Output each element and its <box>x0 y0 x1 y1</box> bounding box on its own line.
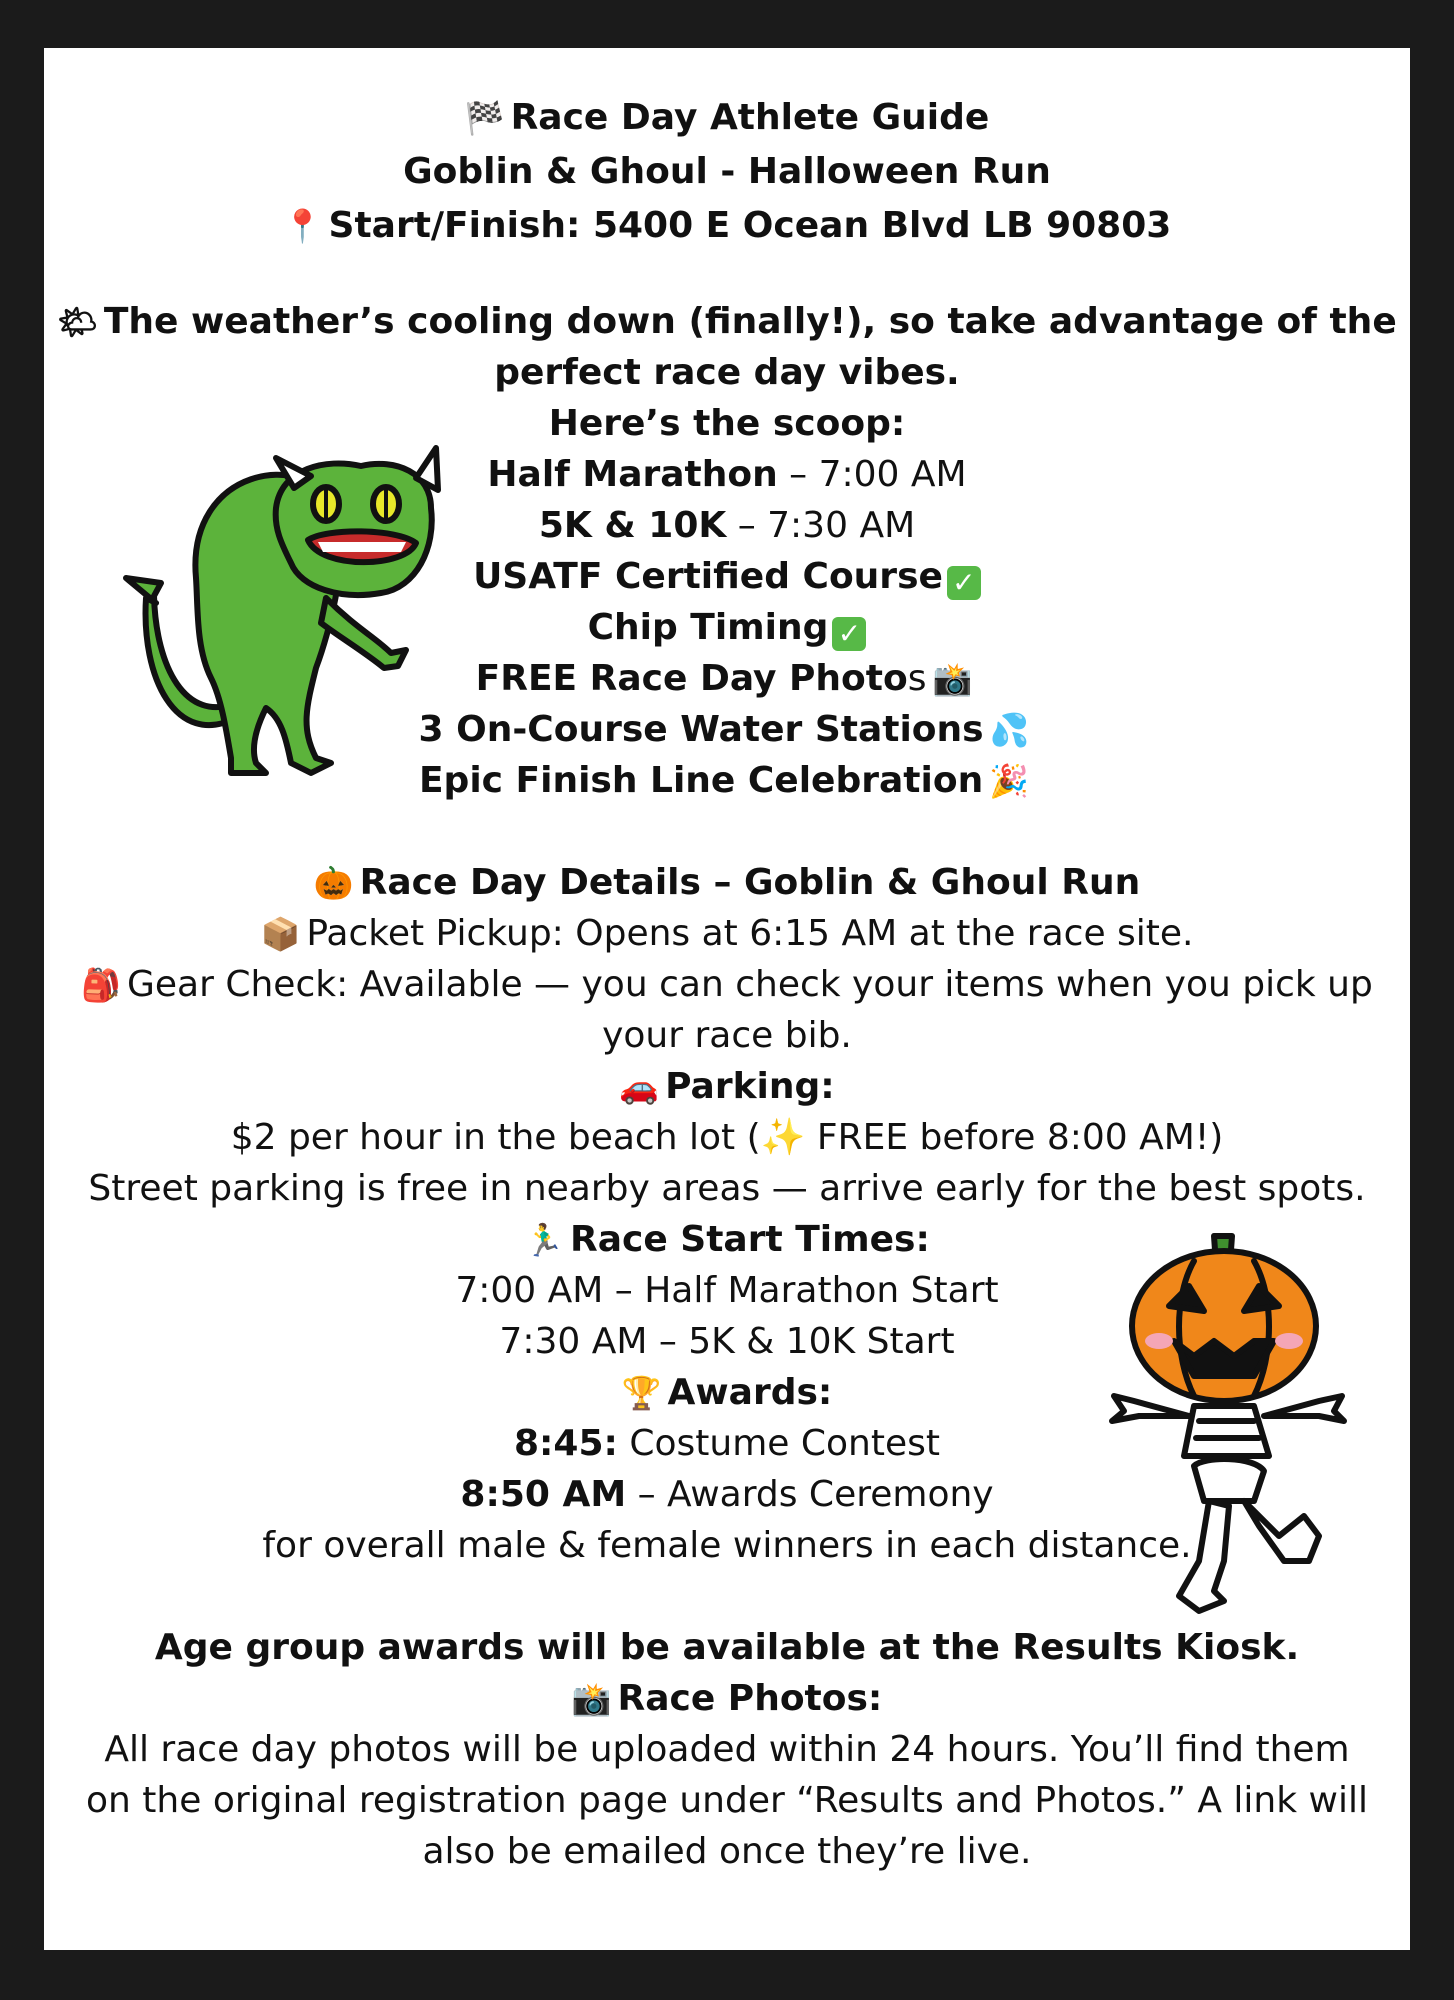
photos-text-line-3: also be emailed once they’re live. <box>422 1831 1032 1872</box>
water-stations-text: 3 On-Course Water Stations <box>418 709 984 750</box>
pumpkin-skeleton-illustration <box>1104 1216 1404 1656</box>
photos-text-line-2: on the original registration page under “Results and Photos.” A link will <box>86 1780 1368 1821</box>
location-text: Start/Finish: 5400 E Ocean Blvd LB 90803 <box>328 205 1172 246</box>
awards-ceremony-label: – Awards Ceremony <box>626 1474 994 1515</box>
parking-rate-text: $2 per hour in the beach lot ( <box>230 1117 761 1158</box>
checkered-flag-icon: 🏁 <box>464 99 505 137</box>
package-icon: 📦 <box>260 915 301 953</box>
jack-o-lantern-icon: 🎃 <box>313 864 354 902</box>
guide-title: Race Day Athlete Guide <box>510 97 990 138</box>
check-mark-icon: ✓ <box>832 617 866 651</box>
chip-timing-text: Chip Timing <box>587 607 829 648</box>
finish-celebration-text: Epic Finish Line Celebration <box>418 760 984 801</box>
race-photos-heading: Race Photos: <box>617 1678 883 1719</box>
parking-heading-line <box>44 1061 1410 1112</box>
vibes-line: perfect race day vibes. <box>494 352 960 393</box>
camera-with-flash-icon: 📸 <box>571 1680 612 1718</box>
location-line <box>44 200 1410 251</box>
backpack-icon: 🎒 <box>81 966 121 1004</box>
half-marathon-label: Half Marathon <box>487 454 778 495</box>
packet-pickup-text: Packet Pickup: Opens at 6:15 AM at the race site. <box>306 913 1194 954</box>
awards-heading: Awards: <box>667 1372 833 1413</box>
overall-winners-line: for overall male & female winners in each distance. <box>262 1525 1192 1566</box>
free-photos-suffix: s <box>907 658 927 699</box>
start-times-heading: Race Start Times: <box>569 1219 930 1260</box>
awards-ceremony-time: 8:50 AM <box>460 1474 627 1515</box>
gear-check-line-2: your race bib. <box>602 1015 852 1056</box>
half-start-line: 7:00 AM – Half Marathon Start <box>455 1270 999 1311</box>
short-start-line: 7:30 AM – 5K & 10K Start <box>499 1321 955 1362</box>
short-race-time: – 7:30 AM <box>726 505 916 546</box>
party-popper-icon: 🎉 <box>989 762 1030 800</box>
gear-check-line <box>44 959 1410 1010</box>
camera-with-flash-icon: 📸 <box>932 660 973 698</box>
weather-text: The weather’s cooling down (finally!), so take advantage of the <box>103 301 1397 342</box>
costume-contest-label: Costume Contest <box>617 1423 941 1464</box>
scoop-heading: Here’s the scoop: <box>548 403 906 444</box>
sun-behind-cloud-icon: 🌤 <box>57 303 98 341</box>
man-running-icon: 🏃‍♂️ <box>524 1221 564 1259</box>
check-mark-icon: ✓ <box>947 566 981 600</box>
free-photos-text: FREE Race Day Photo <box>475 658 908 699</box>
details-heading: Race Day Details – Goblin & Ghoul Run <box>359 862 1141 903</box>
trophy-icon: 🏆 <box>621 1374 662 1412</box>
parking-free-text: FREE before 8:00 AM!) <box>805 1117 1224 1158</box>
packet-pickup-line <box>44 908 1410 959</box>
street-parking-line: Street parking is free in nearby areas — arrive early for the best spots. <box>88 1168 1366 1209</box>
details-heading-line <box>44 857 1410 908</box>
weather-line <box>44 296 1410 347</box>
costume-contest-time: 8:45: <box>513 1423 618 1464</box>
photos-text-line-1: All race day photos will be uploaded within 24 hours. You’ll find them <box>104 1729 1350 1770</box>
short-race-label: 5K & 10K <box>538 505 727 546</box>
green-monster-illustration <box>86 428 466 798</box>
parking-heading: Parking: <box>665 1066 835 1107</box>
parking-rate-line <box>44 1112 1410 1163</box>
half-marathon-time: – 7:00 AM <box>777 454 967 495</box>
race-guide-flyer <box>44 48 1410 1950</box>
usatf-text: USATF Certified Course <box>473 556 943 597</box>
sparkles-icon: ✨ <box>760 1117 806 1158</box>
gear-check-text: Gear Check: Available — you can check your items when you pick up <box>127 964 1373 1005</box>
guide-title-line <box>44 92 1410 143</box>
race-photos-heading-line <box>44 1673 1410 1724</box>
event-name: Goblin & Ghoul - Halloween Run <box>403 151 1051 192</box>
automobile-icon: 🚗 <box>619 1068 660 1106</box>
age-group-line: Age group awards will be available at the Results Kiosk. <box>154 1627 1300 1668</box>
round-pushpin-icon: 📍 <box>282 207 323 245</box>
sweat-droplets-icon: 💦 <box>989 711 1030 749</box>
